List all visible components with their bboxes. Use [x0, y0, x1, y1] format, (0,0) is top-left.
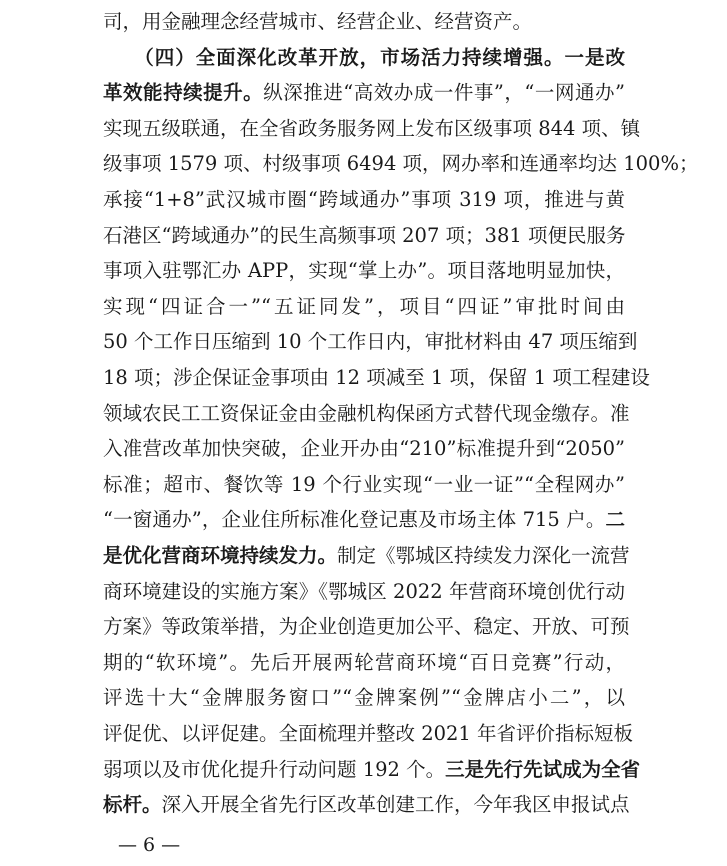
bold-text-segment: 二	[605, 508, 625, 532]
text-segment: 纵深推进“高效办成一件事”，“一网通办”	[263, 81, 625, 105]
text-segment: 标准；超市、餐饮等 19 个行业实现“一业一证”“全程网办”	[103, 472, 625, 496]
text-line	[103, 752, 641, 788]
text-segment: 期的“软环境”。先后开展两轮营商环境“百日竞赛”行动，	[103, 650, 625, 674]
text-line	[103, 502, 625, 538]
text-line	[103, 680, 625, 716]
text-segment: 级事项 1579 项、村级事项 6494 项，网办率和连通率均达 100%；	[103, 152, 699, 176]
text-segment: 50 个工作日压缩到 10 个工作日内，审批材料由 47 项压缩到	[103, 330, 638, 354]
text-segment: 制定《鄂城区持续发力深化一流营	[337, 544, 630, 567]
text-line	[103, 253, 625, 289]
text-line	[103, 396, 630, 432]
text-segment: 评选十大“金牌服务窗口”“金牌案例”“金牌店小二”，以	[103, 686, 625, 710]
text-segment: 入准营改革加快突破，企业开办由“210”标准提升到“2050”	[103, 437, 625, 461]
text-segment: 商环境建设的实施方案》《鄂城区 2022 年营商环境创优行动	[103, 579, 625, 603]
text-line	[103, 574, 625, 610]
text-segment: 司，用金融理念经营城市、经营企业、经营资产。	[103, 10, 533, 33]
bold-text-segment: （四）全面深化改革开放，市场活力持续增强。一是改	[103, 45, 625, 69]
text-segment: 18 项；涉企保证金事项由 12 项减至 1 项，保留 1 项工程建设	[103, 366, 650, 389]
bold-text-segment: 标杆。	[103, 793, 162, 817]
text-segment: 领域农民工工资保证金由金融机构保函方式替代现金缴存。准	[103, 401, 630, 425]
text-line	[103, 146, 699, 182]
text-line	[103, 609, 630, 645]
text-line	[103, 4, 625, 40]
text-line	[103, 182, 625, 218]
text-line	[103, 431, 625, 467]
text-segment: 方案》等政策举措，为企业创造更加公平、稳定、开放、可预	[103, 615, 630, 639]
text-segment: 承接“1+8”武汉城市圈“跨域通办”事项 319 项，推进与黄	[103, 188, 625, 211]
bold-text-segment: 革效能持续提升。	[103, 81, 264, 105]
text-line	[103, 75, 625, 111]
text-segment: “一窗通办”，企业住所标准化登记惠及市场主体 715 户。	[103, 508, 606, 532]
text-line	[103, 218, 625, 254]
bold-text-segment: 三是先行先试成为全省	[445, 757, 641, 781]
text-line	[103, 360, 650, 396]
text-segment: 事项入驻鄂汇办 APP，实现“掌上办”。项目落地明显加快，	[103, 259, 625, 283]
text-line	[103, 111, 641, 147]
text-segment: 深入开展全省先行区改革创建工作，今年我区申报试点	[161, 793, 630, 817]
text-line	[103, 716, 634, 752]
text-segment: 实现五级联通，在全省政务服务网上发布区级事项 844 项、镇	[103, 116, 641, 140]
text-line	[103, 324, 638, 360]
text-segment: 石港区“跨域通办”的民生高频事项 207 项；381 项便民服务	[103, 223, 626, 247]
page-number: — 6 —	[118, 834, 181, 856]
text-line	[103, 289, 625, 325]
text-line	[103, 645, 625, 681]
text-line	[103, 467, 625, 503]
text-segment: 实现“四证合一”“五证同发”，项目“四证”审批时间由	[103, 294, 625, 318]
text-line	[103, 787, 630, 823]
text-segment: 弱项以及市优化提升行动问题 192 个。	[103, 757, 446, 781]
bold-text-segment: 是优化营商环境持续发力。	[103, 544, 338, 567]
text-line	[103, 538, 630, 574]
text-line	[103, 40, 625, 76]
text-segment: 评促优、以评促建。全面梳理并整改 2021 年省评价指标短板	[103, 722, 634, 745]
